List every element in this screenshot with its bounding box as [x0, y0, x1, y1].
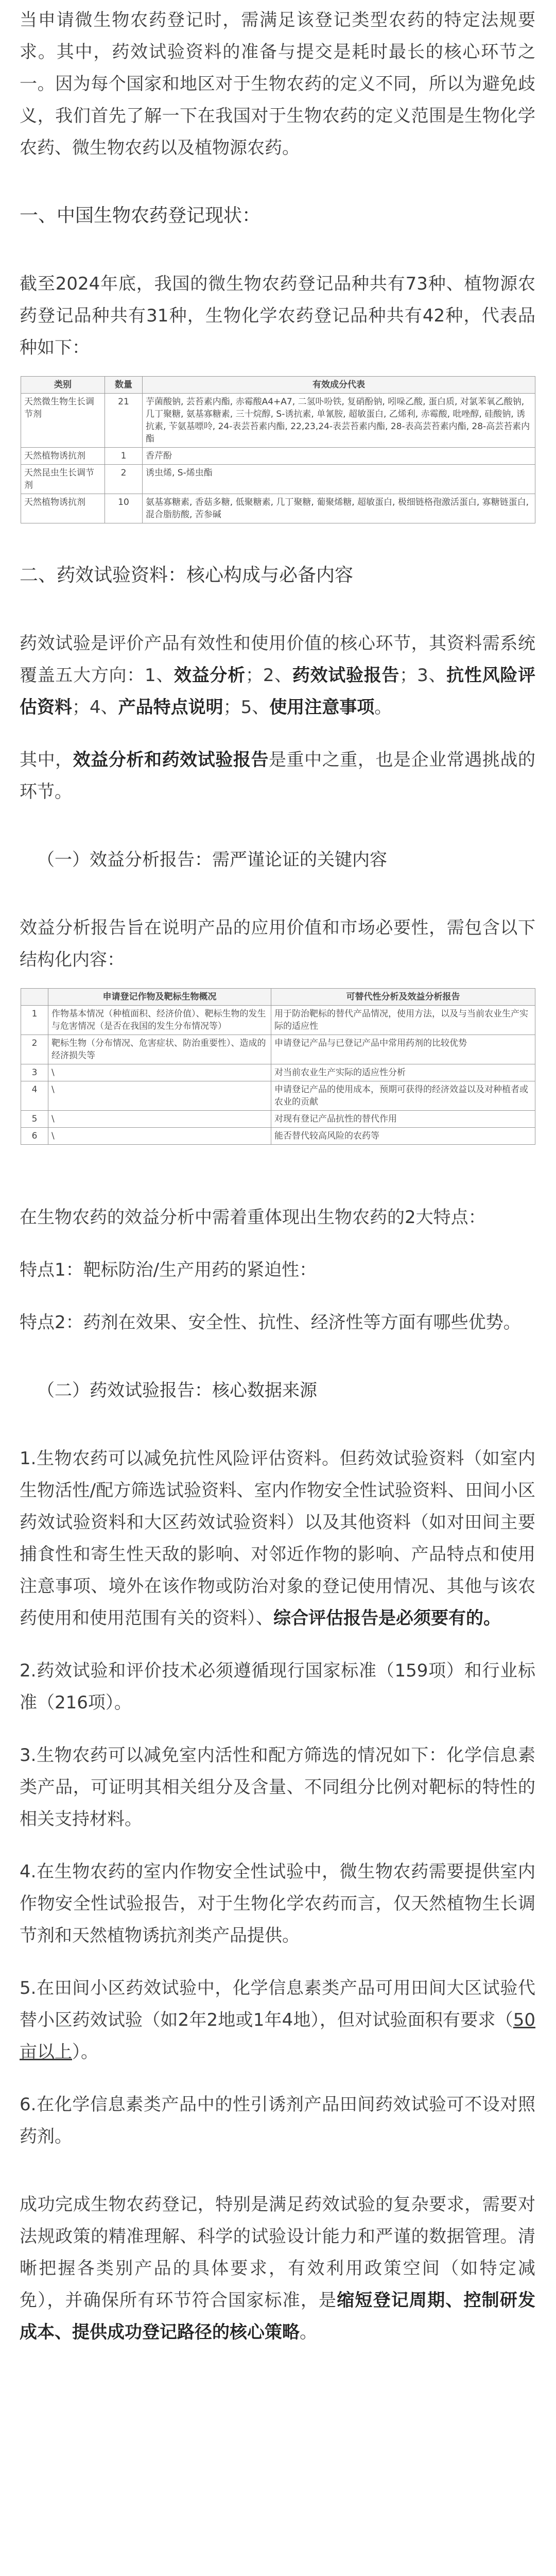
table-row: 3 \ 对当前农业生产实际的适应性分析	[21, 1064, 535, 1081]
list-item-3: 3.生物农药可以减免室内活性和配方筛选的情况如下：化学信息素类产品，可证明其相关组分及含量、不同组分比例对靶标的特性的相关支持材料。	[20, 1745, 535, 1829]
table-cell: 芋菌酸钠, 芸苔素内酯, 赤霉酸A4+A7, 二氢卟吩铁, 复硝酚钠, 吲哚乙酸, 蛋白质, 对氯苯氧乙酸钠, 几丁聚糖, 氨基寡糖素, 三十烷醇, S-诱抗素, 单氰胺, 超敏蛋白, 乙烯利, 赤霉酸, 吡唑醇, 硅酸钠, 诱抗素, 苄氨基嘌呤, 24-表芸苔素内酯, 22,23,24-表芸苔素内酯, 28-表高芸苔素内酯, 28-高芸苔素内酯	[143, 394, 535, 448]
table-cell: 天然植物诱抗剂	[21, 494, 105, 523]
table-row	[21, 465, 535, 494]
intro-paragraph: 当申请微生物农药登记时，需满足该登记类型农药的特定法规要求。其中，药效试验资料的准备与提交是耗时最长的核心环节之一。因为每个国家和地区对于生物农药的定义不同，所以为避免歧义，我们首先了解一下在我国对于生物农药的定义范围是生物化学农药、微生物农药以及植物源农药。	[20, 10, 535, 158]
section2-paragraph-1: 药效试验是评价产品有效性和使用价值的核心环节，其资料需系统覆盖五大方向：1、效益分析；2、药效试验报告；3、抗性风险评估资料；4、产品特点说明；5、使用注意事项。	[20, 633, 535, 718]
table-cell: 香芹酚	[143, 448, 535, 465]
subsection1-heading: （一）效益分析报告：需严谨论证的关键内容	[37, 850, 387, 870]
table-header-cell: 类别	[21, 377, 105, 394]
table-cell: 天然昆虫生长调节剂	[21, 465, 105, 494]
table-header-cell	[21, 989, 48, 1006]
table-row: 6 \ 能否替代较高风险的农药等	[21, 1128, 535, 1145]
table-row	[21, 494, 535, 523]
table-cell: 10	[105, 494, 143, 523]
table-row	[21, 448, 535, 465]
table-header-cell: 可替代性分析及效益分析报告	[271, 989, 535, 1006]
section2-heading: 二、药效试验资料：核心构成与必备内容	[20, 565, 354, 586]
table-cell: 天然微生物生长调节剂	[21, 394, 105, 448]
section2-paragraph-4: 在生物农药的效益分析中需着重体现出生物农药的2大特点：	[20, 1207, 486, 1228]
section1-paragraph: 截至2024年底，我国的微生物农药登记品种共有73种、植物源农药登记品种共有31种，生物化学农药登记品种共有42种，代表品种如下：	[20, 274, 535, 358]
table-row: 1 作物基本情况（种植面积、经济价值）、靶标生物的发生与危害情况（是否在我国的发生分布情况等） 用于防治靶标的替代产品情况，使用方法，以及与当前农业生产实际的适应性	[21, 1006, 535, 1035]
feature-2: 特点2：药剂在效果、安全性、抗性、经济性等方面有哪些优势。	[20, 1312, 521, 1333]
table-header-cell: 数量	[105, 377, 143, 394]
conclusion-paragraph: 成功完成生物农药登记，特别是满足药效试验的复杂要求，需要对法规政策的精准理解、科学的试验设计能力和严谨的数据管理。清晰把握各类别产品的具体要求，有效利用政策空间（如特定减免），并确保所有环节符合国家标准，是缩短登记周期、控制研发成本、提供成功登记路径的核心策略。	[20, 2194, 536, 2343]
list-item-5: 5.在田间小区药效试验中，化学信息素类产品可用田间大区试验代替小区药效试验（如2年2地或1年4地），但对试验面积有要求（50亩以上）。	[20, 1978, 535, 2062]
table-header-row	[21, 377, 535, 394]
table-row: 4 \ 申请登记产品的使用成本，预期可获得的经济效益以及对种植者或农业的贡献	[21, 1081, 535, 1111]
subsection2-heading: （二）药效试验报告：核心数据来源	[37, 1380, 317, 1401]
benefit-analysis-table	[21, 988, 535, 1145]
table-cell: 天然植物诱抗剂	[21, 448, 105, 465]
table-header-cell: 有效成分代表	[143, 377, 535, 394]
table-cell: 诱虫烯, S-烯虫酯	[143, 465, 535, 494]
section1-heading: 一、中国生物农药登记现状：	[20, 205, 261, 226]
table-header-cell: 申请登记作物及靶标生物概况	[48, 989, 271, 1006]
table-row: 2 靶标生物（分布情况、危害症状、防治重要性）、造成的经济损失等 申请登记产品与已登记产品中常用药剂的比较优势	[21, 1035, 535, 1064]
table-cell: 1	[105, 448, 143, 465]
table-row: 5 \ 对现有登记产品抗性的替代作用	[21, 1111, 535, 1128]
table-header-row	[21, 989, 535, 1006]
list-item-1: 1.生物农药可以减免抗性风险评估资料。但药效试验资料（如室内生物活性/配方筛选试验资料、室内作物安全性试验资料、田间小区药效试验资料和大区药效试验资料）以及其他资料（如对田间主要捕食性和寄生性天敌的影响、对邻近作物的影响、产品特点和使用注意事项、境外在该作物或防治对象的登记使用情况、其他与该农药使用和使用范围有关的资料）、综合评估报告是必须要有的。	[20, 1448, 535, 1629]
feature-1: 特点1：靶标防治/生产用药的紧迫性：	[20, 1260, 317, 1280]
list-item-2: 2.药效试验和评价技术必须遵循现行国家标准（159项）和行业标准（216项）。	[20, 1660, 535, 1713]
table-cell: 氨基寡糖素, 香菇多糖, 低聚糖素, 几丁聚糖, 葡聚烯糖, 超敏蛋白, 极细链格孢激活蛋白, 寡糖链蛋白, 混合脂肪酸, 苦参碱	[143, 494, 535, 523]
table-row	[21, 394, 535, 448]
table-cell: 21	[105, 394, 143, 448]
biopesticide-registration-table	[21, 376, 535, 523]
section2-paragraph-2: 其中，效益分析和药效试验报告是重中之重，也是企业常遇挑战的环节。	[20, 750, 536, 802]
table-cell: 2	[105, 465, 143, 494]
list-item-4: 4.在生物农药的室内作物安全性试验中，微生物农药需要提供室内作物安全性试验报告，对于生物化学农药而言，仅天然植物生长调节剂和天然植物诱抗剂类产品提供。	[20, 1861, 535, 1946]
section2-paragraph-3: 效益分析报告旨在说明产品的应用价值和市场必要性，需包含以下结构化内容：	[20, 918, 535, 970]
list-item-6: 6.在化学信息素类产品中的性引诱剂产品田间药效试验可不设对照药剂。	[20, 2094, 535, 2147]
